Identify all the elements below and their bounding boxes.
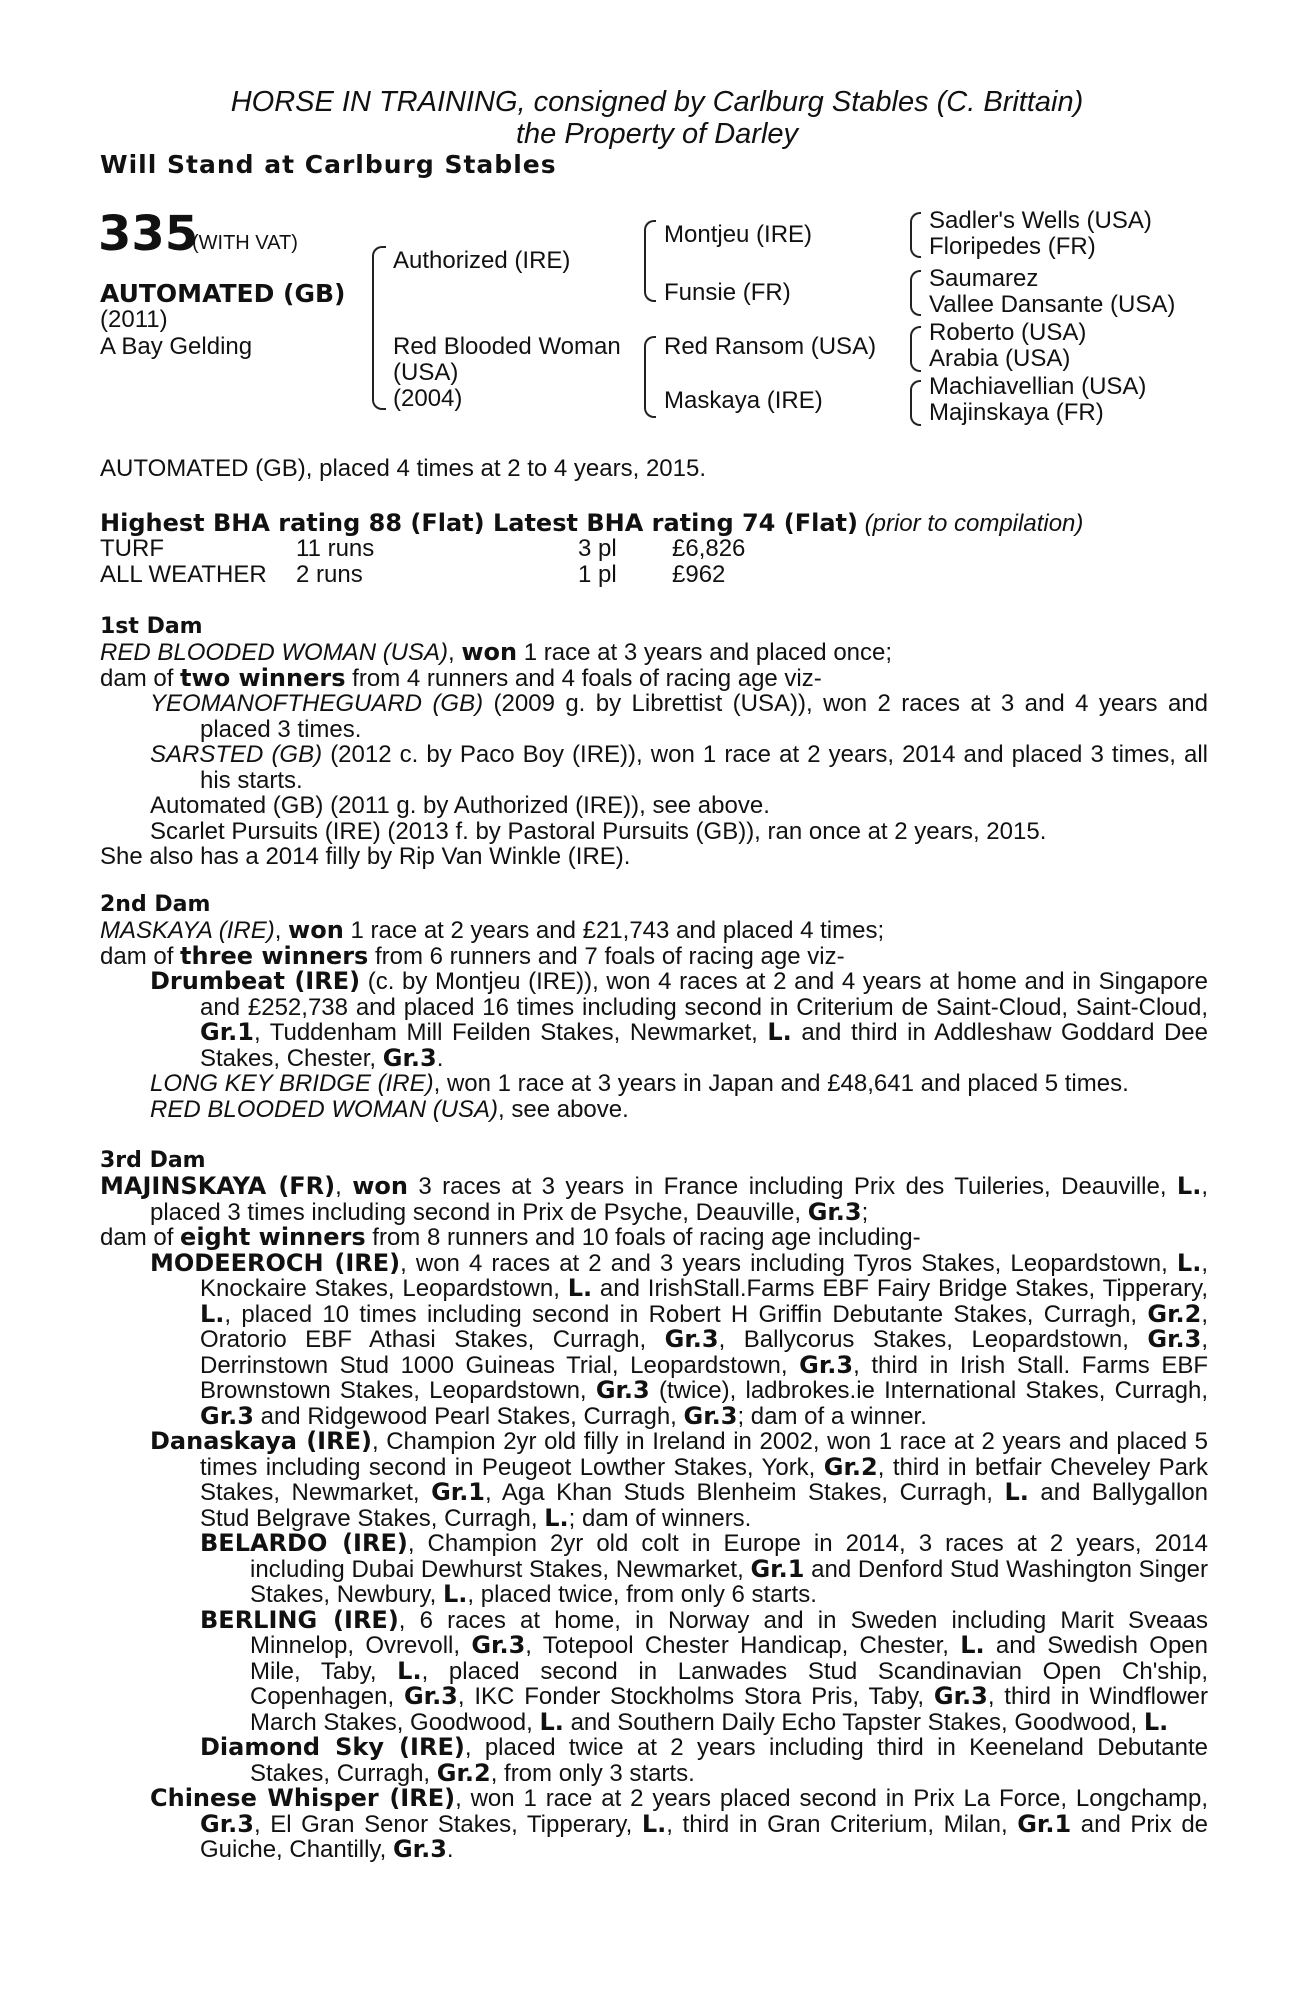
text: , IKC Fonder Stockholms Stora Pris, Taby, — [457, 1683, 934, 1710]
won-label: won — [288, 916, 344, 944]
horse-description: A Bay Gelding — [100, 333, 253, 360]
pedigree-dam: Red Blooded Woman — [393, 333, 621, 360]
sep: , — [448, 639, 462, 666]
grade: Gr.1 — [200, 1018, 254, 1046]
first-dam-line — [100, 640, 1208, 666]
produce-list — [100, 969, 1208, 1122]
dam-name: MASKAYA (IRE) — [100, 917, 275, 944]
pedigree-dam-year: (2004) — [393, 385, 463, 412]
text: , El Gran Senor Stakes, Tipperary, — [253, 1810, 642, 1838]
dam-record: 1 race at 3 years and placed once; — [517, 639, 893, 666]
grade: Gr.2 — [1147, 1299, 1202, 1328]
text: , Derrinstown Stud 1000 Guineas Trial, Leopardstown, — [200, 1326, 1208, 1379]
grade: Gr.3 — [392, 1835, 447, 1863]
produce-item — [150, 742, 1208, 793]
record-placed: 1 pl — [578, 561, 617, 588]
text: , Tuddenham Mill Feilden Stakes, Newmarket, — [253, 1019, 768, 1046]
text: ; — [861, 1198, 869, 1226]
text: and Denford Stud Washington Singer Stakes, Newbury, — [250, 1555, 1209, 1608]
rating-line — [100, 510, 1083, 537]
pedigree-brace-1 — [910, 212, 921, 258]
pedigree-sire-dam: Funsie (FR) — [664, 279, 791, 306]
second-dam-line — [100, 918, 1208, 944]
pedigree-gg-3: Saumarez — [929, 265, 1039, 292]
produce-record: (2009 g. by Librettist (USA)), won 2 races at 3 and 4 years and placed 3 times. — [200, 690, 1209, 743]
dam-name: MAJINSKAYA (FR) — [100, 1172, 336, 1200]
grade: L. — [767, 1018, 792, 1046]
grade: L. — [442, 1580, 468, 1608]
record-surface: ALL WEATHER — [100, 561, 267, 588]
rating-note: (prior to compilation) — [864, 510, 1084, 537]
text: and Prix de Guiche, Chantilly, — [200, 1810, 1209, 1863]
winners-count: three winners — [180, 941, 369, 970]
text: , see above. — [498, 1095, 629, 1123]
produce-record: (2012 c. by Paco Boy (IRE)), won 1 race at 2 years, 2014 and placed 3 times, all his starts. — [200, 741, 1209, 794]
pedigree-gg-4: Vallee Dansante (USA) — [929, 291, 1176, 318]
horse-name: AUTOMATED (GB) — [100, 279, 346, 308]
pedigree-sire: Authorized (IRE) — [393, 247, 571, 274]
grand-produce-list — [150, 1531, 1208, 1786]
text: , won 1 race at 3 years in Japan and £48,641 and placed 5 times. — [433, 1070, 1129, 1097]
text: , third in betfair Cheveley Park Stakes, Newmarket, — [200, 1453, 1208, 1506]
pedigree-brace-3 — [910, 326, 921, 372]
text: , won 1 race at 2 years placed second in Prix La Force, Longchamp, — [455, 1785, 1208, 1812]
text: dam of — [100, 1224, 181, 1251]
produce-item — [150, 1429, 1208, 1531]
pedigree-brace-sire — [644, 220, 656, 302]
text: , placed 3 times including second in Prix de Psyche, Deauville, — [150, 1173, 1209, 1226]
text: and Ridgewood Pearl Stakes, Curragh, — [253, 1402, 684, 1430]
text: and third in Addleshaw Goddard Dee Stakes, Chester, — [200, 1019, 1208, 1072]
second-dam-produce-line — [100, 941, 1208, 970]
pedigree-dam-sire: Red Ransom (USA) — [664, 333, 877, 360]
race-summary: AUTOMATED (GB), placed 4 times at 2 to 4 years, 2015. — [100, 455, 707, 482]
grade: L. — [544, 1503, 569, 1532]
grade: L. — [397, 1656, 422, 1685]
record-runs: 2 runs — [296, 561, 363, 588]
grade: L. — [641, 1809, 667, 1838]
horse-year: (2011) — [100, 306, 168, 333]
third-dam-produce-line — [100, 1225, 1208, 1251]
pedigree-gg-1: Sadler's Wells (USA) — [929, 207, 1152, 234]
grade: Gr.3 — [403, 1682, 458, 1710]
text: from 4 runners and 4 foals of racing age viz- — [345, 664, 822, 692]
dam-name: RED BLOODED WOMAN (USA) — [100, 639, 449, 666]
grade: Gr.3 — [807, 1197, 862, 1226]
text: , placed 10 times including second in Robert H Griffin Debutante Stakes, Curragh, — [224, 1300, 1148, 1328]
grade: Gr.1 — [750, 1554, 805, 1583]
pedigree-brace-4 — [910, 380, 921, 426]
grade: Gr.1 — [1017, 1809, 1072, 1838]
record-runs: 11 runs — [296, 535, 375, 562]
grade: L. — [539, 1707, 564, 1736]
text: dam of — [100, 942, 181, 970]
record-surface: TURF — [100, 535, 164, 562]
grade: L. — [960, 1631, 985, 1659]
produce-item — [150, 1071, 1208, 1097]
sep: , — [274, 917, 289, 944]
grade: Gr.3 — [382, 1043, 437, 1072]
produce-name: BERLING (IRE) — [200, 1605, 399, 1634]
produce-name: SARSTED (GB) — [150, 741, 323, 768]
text: and Swedish Open Mile, Taby, — [250, 1632, 1208, 1685]
pedigree-gg-7: Machiavellian (USA) — [929, 373, 1147, 400]
text: dam of — [100, 664, 181, 692]
text: and Ballygallon Stud Belgrave Stakes, Curragh, — [200, 1479, 1209, 1532]
produce-name: BELARDO (IRE) — [200, 1529, 408, 1557]
text: , third in Irish Stall. Farms EBF Brownstown Stakes, Leopardstown, — [200, 1351, 1209, 1404]
pedigree-gg-5: Roberto (USA) — [929, 319, 1087, 346]
third-dam-heading: 3rd Dam — [100, 1148, 206, 1173]
rating-bold: Highest BHA rating 88 (Flat) Latest BHA rating 74 (Flat) — [100, 509, 858, 537]
pedigree-dam-origin: (USA) — [393, 359, 459, 386]
produce-name: Diamond Sky (IRE) — [200, 1733, 465, 1761]
pedigree-brace-2 — [910, 270, 921, 316]
produce-item — [200, 1605, 1208, 1736]
grade: L. — [567, 1274, 593, 1302]
produce-name: Drumbeat (IRE) — [150, 967, 361, 995]
text: , Champion 2yr old colt in Europe in 2014, 3 races at 2 years, 2014 including Dubai Dewhurst Stakes, Newmarket, — [250, 1530, 1208, 1583]
produce-name: MODEEROCH (IRE) — [150, 1248, 401, 1277]
pedigree-gg-2: Floripedes (FR) — [929, 233, 1096, 260]
grade: L. — [200, 1299, 225, 1328]
first-dam-produce-line — [100, 663, 1208, 692]
pedigree-gg-8: Majinskaya (FR) — [929, 399, 1104, 426]
text: ; dam of winners. — [568, 1504, 752, 1532]
text: , placed twice, from only 6 starts. — [467, 1581, 817, 1608]
third-dam-line — [100, 1174, 1208, 1225]
record-prize: £962 — [672, 561, 726, 588]
text: , Ballycorus Stakes, Leopardstown, — [718, 1326, 1148, 1353]
produce-name: YEOMANOFTHEGUARD (GB) — [150, 690, 484, 717]
text: , 6 races at home, in Norway and in Sweden including Marit Sveaas Minnelop, Ovrevoll, — [250, 1606, 1208, 1659]
grade: Gr.3 — [799, 1350, 854, 1379]
winners-count: two winners — [180, 663, 346, 692]
produce-name: RED BLOODED WOMAN (USA) — [150, 1095, 499, 1123]
grade: Gr.3 — [1147, 1325, 1202, 1353]
produce-item: Scarlet Pursuits (IRE) (2013 f. by Pastoral Pursuits (GB)), ran once at 2 years, 2015. — [150, 817, 1047, 845]
grade: Gr.1 — [431, 1478, 486, 1506]
second-dam-heading: 2nd Dam — [100, 892, 211, 917]
produce-item — [200, 1531, 1208, 1608]
grade: Gr.3 — [471, 1631, 526, 1659]
first-dam-note: She also has a 2014 filly by Rip Van Winkle (IRE). — [100, 843, 631, 870]
grade: L. — [1143, 1707, 1169, 1736]
text: (c. by Montjeu (IRE)), won 4 races at 2 and 4 years at home and in Singapore and £252,738 and placed 16 times including second in Criterium de Saint-Cloud, Saint-Cloud, — [200, 968, 1209, 1021]
first-dam-section — [100, 614, 1208, 870]
text: from 6 runners and 7 foals of racing age viz- — [368, 942, 845, 970]
header-title: HORSE IN TRAINING, consigned by Carlburg Stables (C. Brittain) — [230, 86, 1084, 118]
winners-count: eight winners — [180, 1223, 366, 1251]
produce-list — [100, 1248, 1209, 1863]
produce-item: Automated (GB) (2011 g. by Authorized (IRE)), see above. — [150, 792, 770, 819]
text: , from only 3 starts. — [490, 1759, 695, 1787]
pedigree-brace-dam — [644, 336, 656, 418]
third-dam-section — [100, 1148, 1208, 1863]
produce-name: Danaskaya (IRE) — [150, 1427, 372, 1455]
produce-item — [150, 1248, 1209, 1430]
grade: Gr.3 — [683, 1401, 738, 1430]
grade: Gr.3 — [664, 1325, 719, 1353]
first-dam-heading: 1st Dam — [100, 614, 203, 639]
text: , placed second in Lanwades Stud Scandinavian Open Ch'ship, Copenhagen, — [250, 1657, 1208, 1710]
text: , won 4 races at 2 and 3 years including Tyros Stakes, Leopardstown, — [400, 1249, 1177, 1277]
produce-name: Chinese Whisper (IRE) — [150, 1784, 456, 1812]
produce-item — [150, 1097, 1208, 1123]
stand-heading: Will Stand at Carlburg Stables — [100, 150, 557, 179]
grade: L. — [1176, 1172, 1202, 1200]
text: , Champion 2yr old filly in Ireland in 2002, won 1 race at 2 years and placed 5 times including second in Peugeot Lowther Stakes, York, — [200, 1428, 1208, 1481]
text: ; dam of a winner. — [737, 1402, 927, 1430]
text: and Southern Daily Echo Tapster Stakes, Goodwood, — [563, 1708, 1144, 1736]
produce-item — [200, 1735, 1208, 1786]
won-label: won — [461, 638, 518, 666]
pedigree-gg-6: Arabia (USA) — [929, 345, 1071, 372]
grade: Gr.3 — [595, 1376, 650, 1404]
lot-number: 335 — [98, 206, 199, 262]
produce-item — [150, 1786, 1208, 1863]
record-prize: £6,826 — [672, 535, 746, 562]
produce-item — [150, 969, 1208, 1071]
grade: Gr.3 — [200, 1401, 254, 1430]
pedigree-dam-dam: Maskaya (IRE) — [664, 387, 823, 414]
pedigree-brace-main — [372, 246, 386, 410]
grade: Gr.2 — [436, 1758, 491, 1787]
grade: L. — [1176, 1248, 1202, 1277]
text: , Knockaire Stakes, Leopardstown, — [200, 1249, 1208, 1302]
text: , third in Windflower March Stakes, Goodwood, — [250, 1683, 1208, 1736]
text: . — [436, 1044, 444, 1072]
second-dam-section — [100, 892, 1208, 1122]
text: 3 races at 3 years in France including Prix des Tuileries, Deauville, — [407, 1173, 1177, 1200]
grade: Gr.3 — [200, 1809, 254, 1838]
produce-list — [100, 691, 1208, 844]
grade: Gr.2 — [823, 1452, 878, 1481]
record-placed: 3 pl — [578, 535, 617, 562]
grade: L. — [1004, 1478, 1029, 1506]
produce-item — [150, 691, 1208, 742]
text: (twice), ladbrokes.ie International Stakes, Curragh, — [649, 1377, 1208, 1404]
header-subtitle: the Property of Darley — [515, 118, 799, 150]
pedigree-sire-sire: Montjeu (IRE) — [664, 221, 813, 248]
grade: Gr.3 — [933, 1682, 988, 1710]
text: . — [446, 1836, 454, 1863]
text: , Oratorio EBF Athasi Stakes, Curragh, — [200, 1300, 1208, 1353]
text: and IrishStall.Farms EBF Fairy Bridge Stakes, Tipperary, — [592, 1275, 1208, 1302]
text: , Totepool Chester Handicap, Chester, — [525, 1632, 961, 1659]
text: , Aga Khan Studs Blenheim Stakes, Curragh, — [485, 1479, 1005, 1506]
text: from 8 runners and 10 foals of racing age including- — [365, 1224, 921, 1251]
dam-record: 1 race at 2 years and £21,743 and placed 4 times; — [343, 917, 885, 944]
produce-name: LONG KEY BRIDGE (IRE) — [150, 1070, 434, 1097]
vat-label: (WITH VAT) — [192, 232, 298, 254]
text: , third in Gran Criterium, Milan, — [666, 1810, 1018, 1838]
text: , placed twice at 2 years including third in Keeneland Debutante Stakes, Curragh, — [250, 1734, 1208, 1787]
won-label: won — [352, 1172, 408, 1200]
text: , — [335, 1173, 353, 1200]
